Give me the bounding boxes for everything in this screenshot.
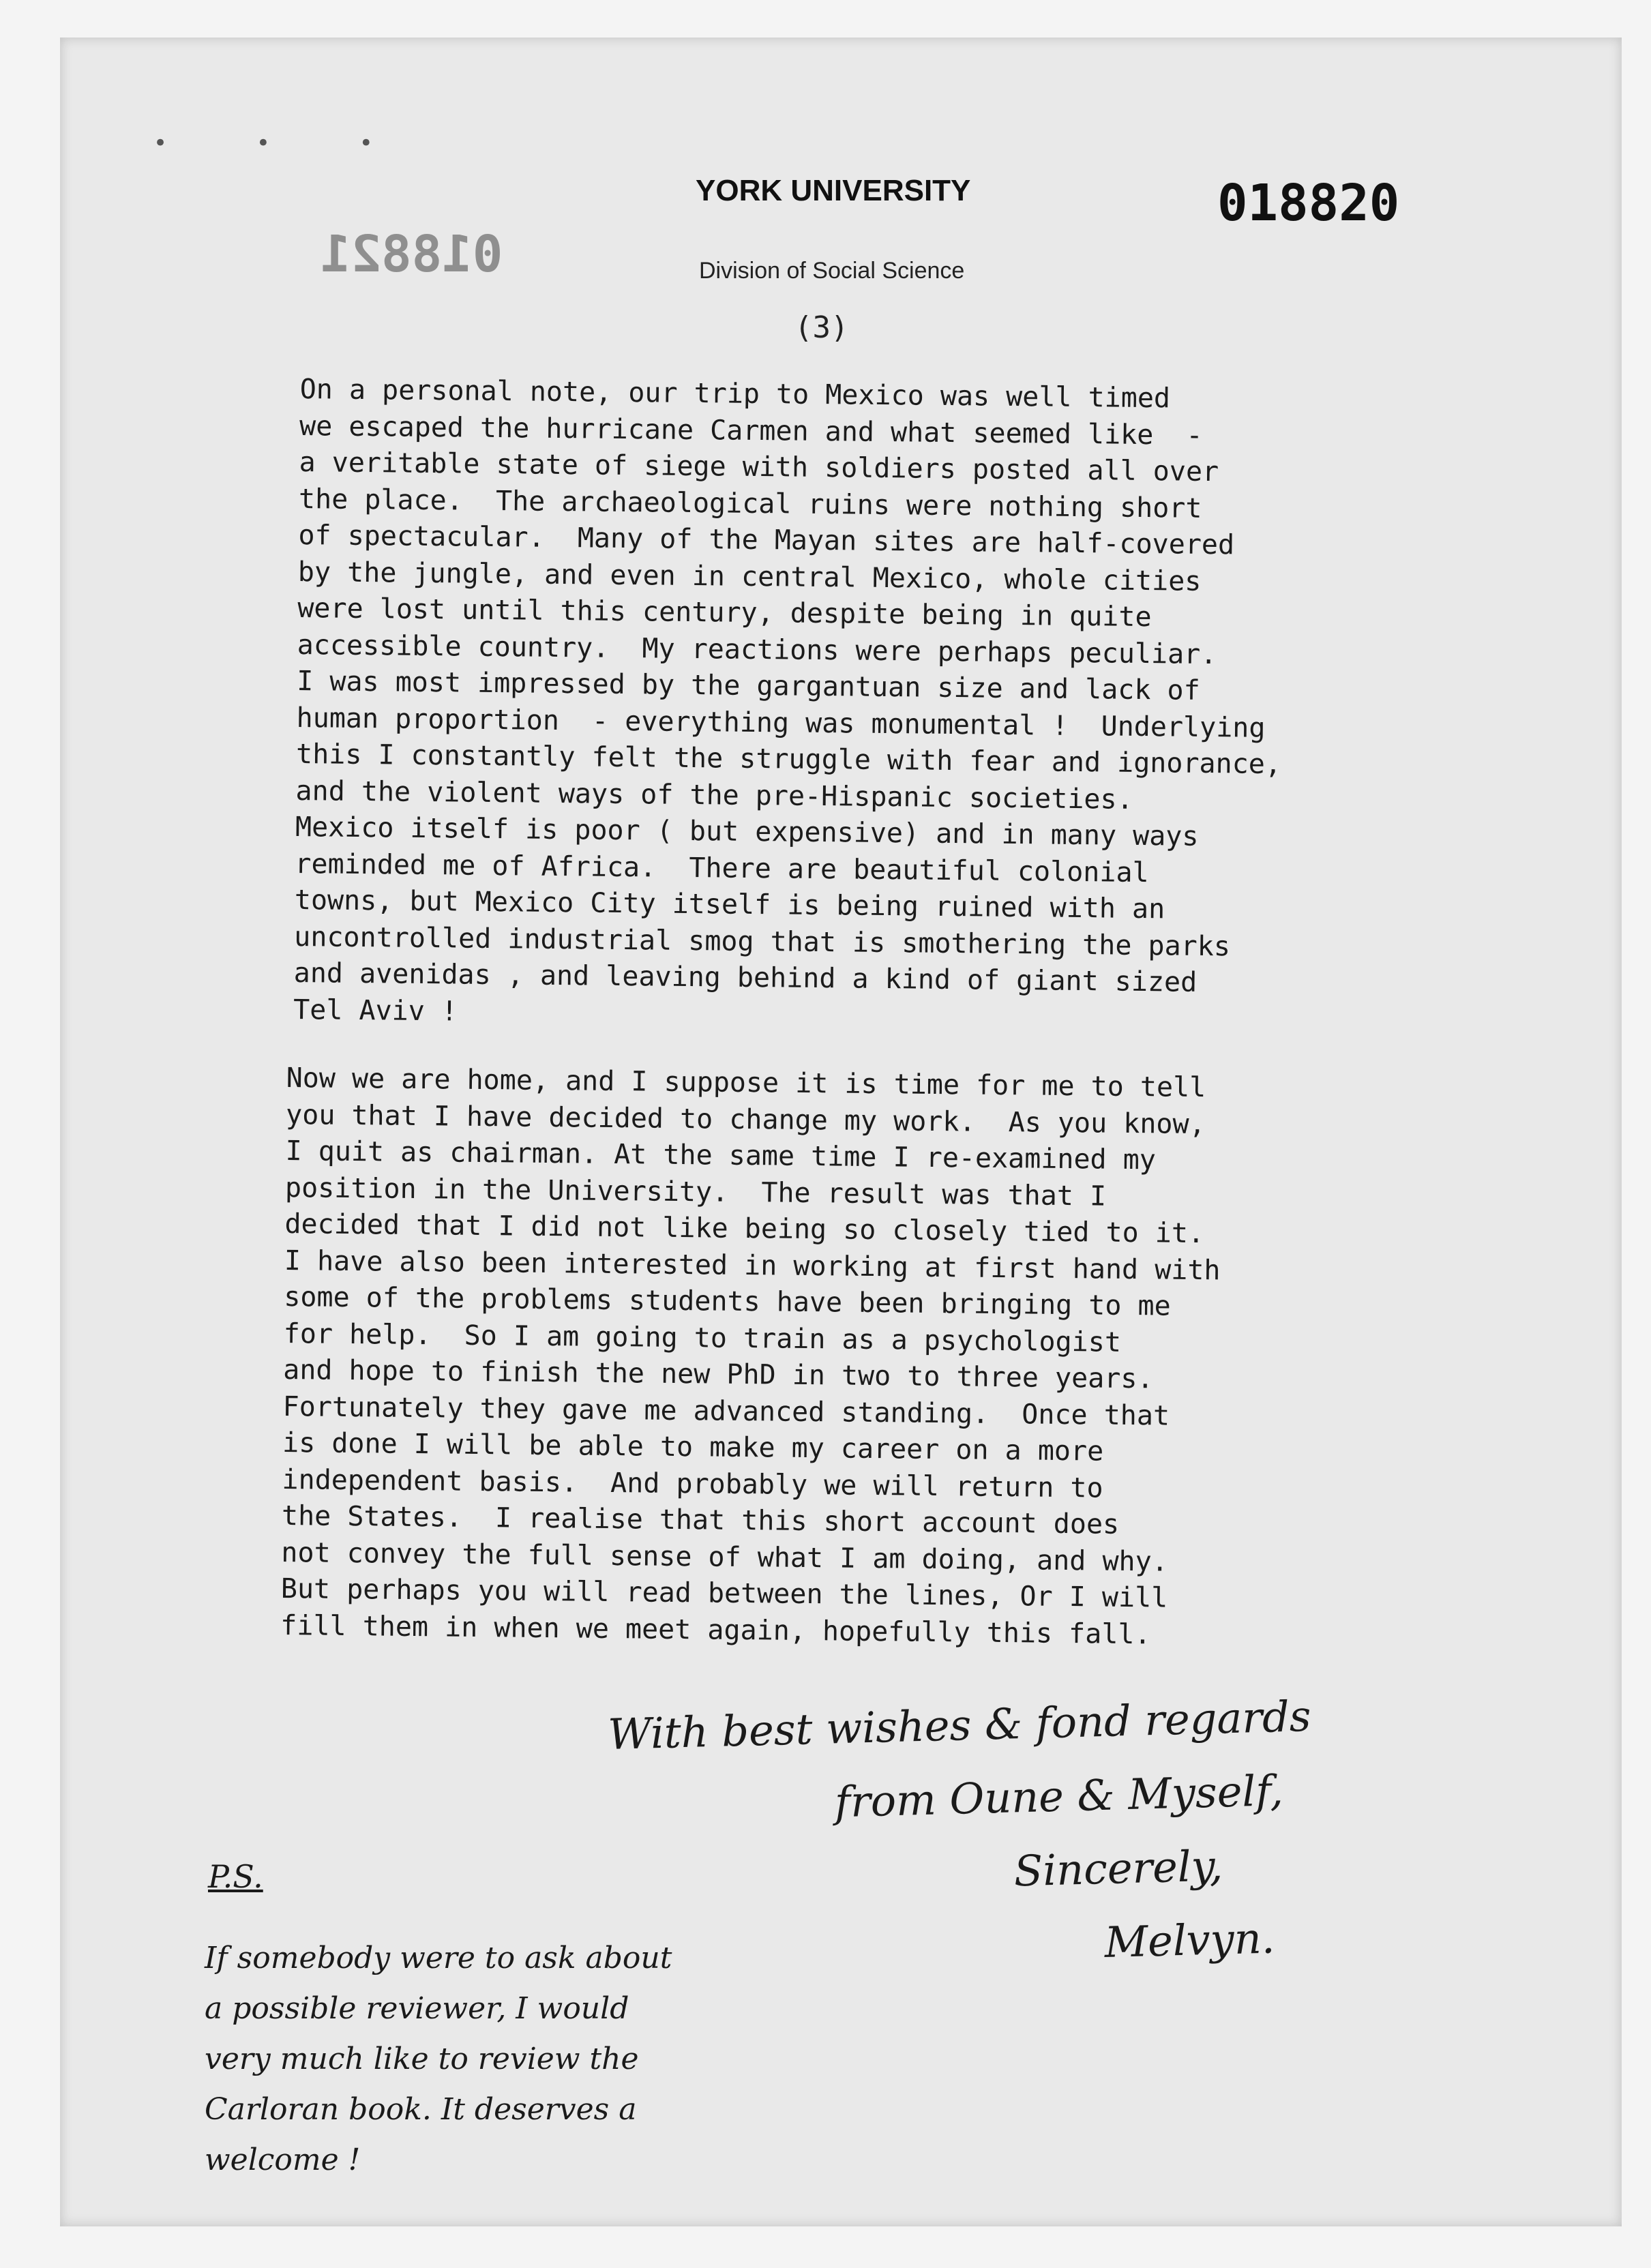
page-number: (3) — [794, 310, 849, 345]
text-line: I have also been interested in working at first hand with — [284, 1244, 1221, 1286]
text-line: independent basis. And probably we will return to — [282, 1463, 1103, 1504]
text-line: some of the problems students have been bringing to me — [284, 1281, 1171, 1322]
text-line: and hope to finish the new PhD in two to three years. — [283, 1354, 1154, 1395]
letterhead-division: Division of Social Science — [699, 258, 965, 284]
text-line: reminded me of Africa. There are beautiful colonial — [295, 848, 1149, 889]
text-line: accessible country. My reactions were perhaps peculiar. — [297, 629, 1217, 670]
postscript-note — [205, 1933, 672, 2185]
text-line: not convey the full sense of what I am doing, and why. — [281, 1536, 1169, 1578]
text-line: and avenidas , and leaving behind a kind of giant sized — [293, 957, 1198, 998]
paragraph-mexico-trip — [293, 372, 1285, 1039]
text-line: a veritable state of siege with soldiers posted all over — [299, 446, 1219, 488]
signature: Melvyn. — [1103, 1913, 1276, 1968]
postscript-line: Carloran book. It deserves a — [205, 2092, 637, 2127]
corner-marks: • • • — [153, 130, 414, 157]
text-line: Now we are home, and I suppose it is time for me to tell — [286, 1062, 1206, 1104]
text-line: fill them in when we meet again, hopefully this fall. — [280, 1609, 1151, 1650]
mirrored-stamp-number: 018821 — [321, 225, 503, 284]
postscript-line: a possible reviewer, I would — [205, 1991, 629, 2026]
text-line: this I constantly felt the struggle with fear and ignorance, — [295, 738, 1282, 781]
handwritten-closing — [607, 1680, 1318, 1993]
postscript-line: welcome ! — [205, 2143, 361, 2177]
text-line: were lost until this century, despite being in quite — [297, 592, 1152, 633]
text-line: by the jungle, and even in central Mexico, whole cities — [297, 556, 1202, 597]
text-line: you that I have decided to change my work. As you know, — [285, 1099, 1206, 1140]
text-line: we escaped the hurricane Carmen and what seemed like - — [299, 410, 1203, 451]
text-line: On a personal note, our trip to Mexico was well timed — [299, 373, 1171, 415]
text-line: I quit as chairman. At the same time I re-examined my — [285, 1135, 1157, 1176]
text-line: Tel Aviv ! — [293, 994, 458, 1027]
text-line: But perhaps you will read between the lines, Or I will — [280, 1572, 1168, 1614]
text-line: the States. I realise that this short account does — [281, 1499, 1120, 1540]
text-line: of spectacular. Many of the Mayan sites are half-covered — [298, 519, 1235, 561]
text-line: and the violent ways of the pre-Hispanic societies. — [295, 775, 1133, 816]
text-line: towns, but Mexico City itself is being ruined with an — [294, 884, 1165, 925]
text-line: decided that I did not like being so closely tied to it. — [284, 1208, 1205, 1250]
closing-sincerely: Sincerely, — [1013, 1840, 1224, 1896]
text-line: is done I will be able to make my career on a more — [282, 1427, 1104, 1467]
text-line: Mexico itself is poor ( but expensive) and in many ways — [295, 811, 1199, 852]
postscript-line: very much like to review the — [205, 2042, 639, 2076]
document-number: 018820 — [1217, 174, 1400, 233]
text-line: human proportion - everything was monumental ! Underlying — [296, 702, 1266, 744]
paragraph-career-change — [280, 1060, 1223, 1654]
text-line: Fortunately they gave me advanced standing. Once that — [282, 1390, 1170, 1432]
postscript-label: P.S. — [208, 1858, 263, 1895]
text-line: position in the University. The result was that I — [284, 1172, 1107, 1212]
closing-line-from: from Oune & Myself, — [834, 1765, 1284, 1827]
text-line: I was most impressed by the gargantuan size and lack of — [297, 665, 1200, 706]
letterhead-university: YORK UNIVERSITY — [696, 174, 971, 207]
postscript-line: If somebody were to ask about — [205, 1941, 672, 1975]
text-line: for help. So I am going to train as a psychologist — [283, 1317, 1122, 1358]
text-line: uncontrolled industrial smog that is smothering the parks — [294, 921, 1231, 962]
closing-line-wishes: With best wishes & fond regards — [607, 1690, 1312, 1759]
text-line: the place. The archaeological ruins were nothing short — [298, 483, 1202, 524]
